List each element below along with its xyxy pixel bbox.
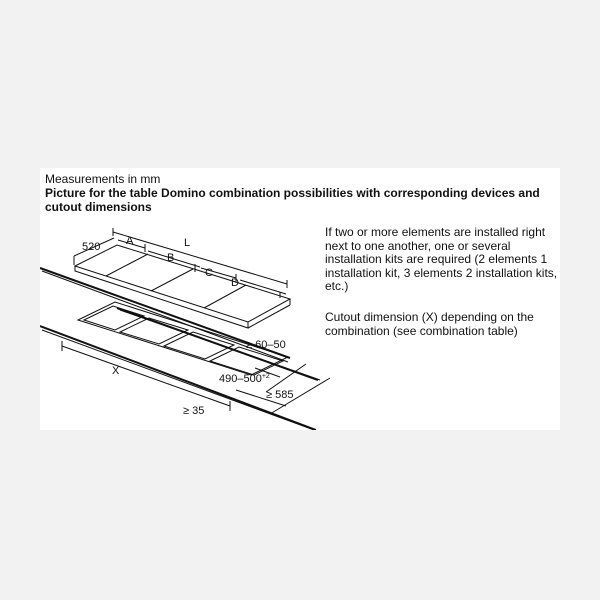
dimension-lines-top <box>74 228 287 298</box>
label-b: B <box>167 252 175 264</box>
cutout-depth-label: $490-500^{+2}$ <box>219 373 270 385</box>
diagram-title: Picture for the table Domino combination possibilities with corresponding devices and cutout dimensions <box>45 186 540 214</box>
units-note: Measurements in mm <box>45 172 161 186</box>
label-a: A <box>126 235 134 247</box>
wall-gap-label: ≥ 60–50 <box>246 339 286 351</box>
installation-kit-note: If two or more elements are installed right next to one another, one or several installation kits are required (2 elements 1 installation kit, 3 elements 2 installation kits, etc.) <box>325 225 558 293</box>
worktop-depth-label: ≥ 585 <box>266 389 294 401</box>
label-c: C <box>205 267 213 279</box>
worktop-lower <box>40 308 320 430</box>
depth-label: 520 <box>82 241 101 253</box>
installation-diagram <box>40 168 560 430</box>
label-d: D <box>231 277 239 289</box>
label-l: L <box>184 237 191 249</box>
front-gap-label: ≥ 35 <box>183 405 205 417</box>
hob-elements <box>75 245 290 328</box>
cutout-note: Cutout dimension (X) depending on the combination (see combination table) <box>325 310 534 338</box>
label-x: X <box>112 365 120 377</box>
diagram-card <box>40 168 560 430</box>
